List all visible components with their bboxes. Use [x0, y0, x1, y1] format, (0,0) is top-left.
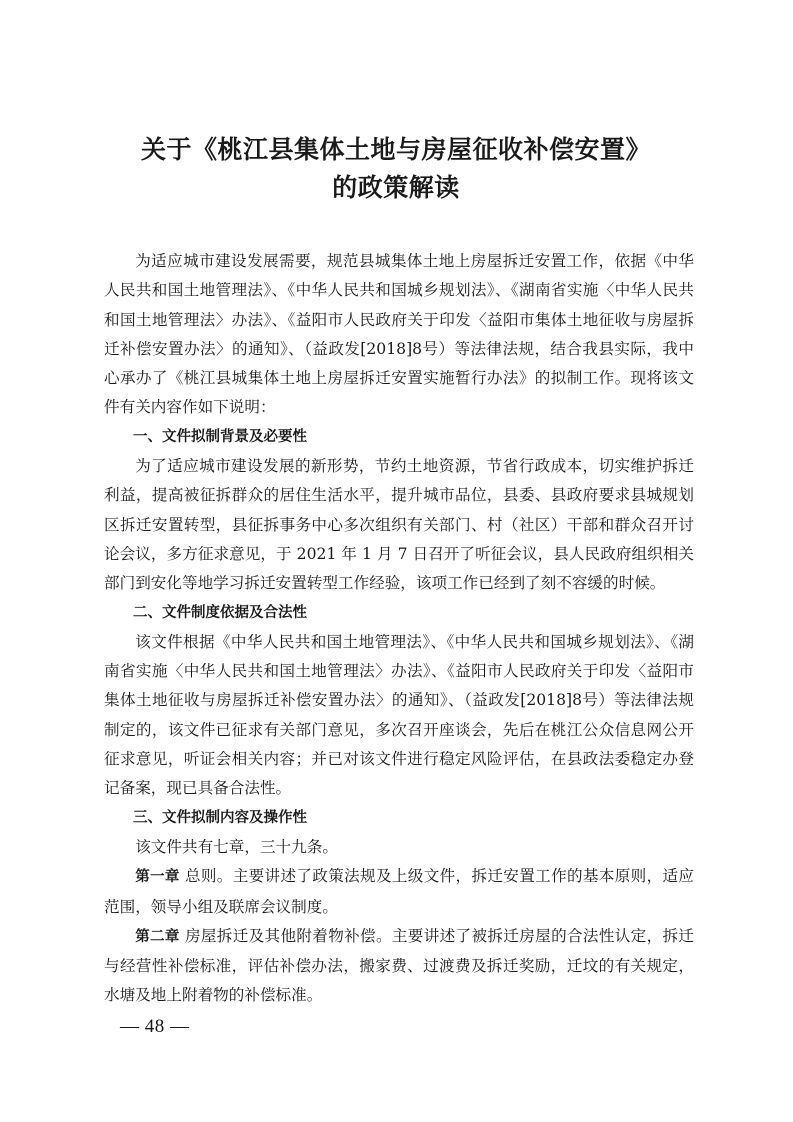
section-heading-content: 三、文件拟制内容及操作性	[133, 809, 307, 826]
section-heading-legal-basis: 二、文件制度依据及合法性	[133, 604, 307, 621]
page-number: — 48 —	[120, 1016, 190, 1037]
section-paragraph-legal-basis: 该文件根据《中华人民共和国土地管理法》、《中华人民共和国城乡规划法》、《湖南省实施〈中华人民共和国土地管理法〉办法》、《益阳市人民政府关于印发〈益阳市集体土地征收与房屋拆迁补偿安置办法〉的通知》、（益政发[2018]8号）等法律法规制定的，该文件已征求有关部门意见，多次召开座谈会，先后在桃江公众信息网公开征求意见，听证会相关内容；并已对该文件进行稳定风险评估，在县政法委稳定办登记备案，现已具备合法性。	[104, 632, 694, 798]
section-paragraph-background: 为了适应城市建设发展的新形势，节约土地资源，节省行政成本，切实维护拆迁利益，提高被征拆群众的居住生活水平，提升城市品位，县委、县政府要求县城规划区拆迁安置转型，县征拆事务中心多次组织有关部门、村（社区）干部和群众召开讨论会议，多方征求意见，于 2021 年 1 月 7 日召开了听征会议，县人民政府组织相关部门到安化等地学习拆迁安置转型工作经验，该项工作已经到了刻不容缓的时候。	[104, 457, 694, 593]
chapter-1-paragraph	[104, 862, 694, 922]
chapter-1-text: 总则。主要讲述了政策法规及上级文件，拆迁安置工作的基本原则，适应范围，领导小组及联席会议制度。	[104, 867, 695, 916]
chapter-1-label: 第一章	[135, 869, 180, 886]
section-heading-background: 一、文件拟制背景及必要性	[133, 428, 307, 445]
chapter-2-text: 房屋拆迁及其他附着物补偿。主要讲述了被拆迁房屋的合法性认定，拆迁与经营性补偿标准，评估补偿办法，搬家费、过渡费及拆迁奖励，迁坟的有关规定，水塘及地上附着物的补偿标准。	[104, 926, 695, 1005]
document-body	[104, 247, 694, 1011]
document-title-line-1: 关于《桃江县集体土地与房屋征收补偿安置》	[140, 135, 651, 164]
chapter-2-paragraph	[104, 922, 694, 1011]
document-title-line-2: 的政策解读	[332, 173, 460, 202]
chapter-2-label: 第二章	[135, 928, 180, 945]
section-paragraph-content-intro: 该文件共有七章，三十九条。	[135, 837, 338, 856]
intro-paragraph: 为适应城市建设发展需要，规范县城集体土地上房屋拆迁安置工作，依据《中华人民共和国土地管理法》、《中华人民共和国城乡规划法》、《湖南省实施〈中华人民共和国土地管理法〉办法》、《益阳市人民政府关于印发〈益阳市集体土地征收与房屋拆迁补偿安置办法〉的通知》、（益政发[2018]8号）等法律法规，结合我县实际，我中心承办了《桃江县城集体土地上房屋拆迁安置实施暂行办法》的拟制工作。现将该文件有关内容作如下说明：	[104, 252, 694, 417]
